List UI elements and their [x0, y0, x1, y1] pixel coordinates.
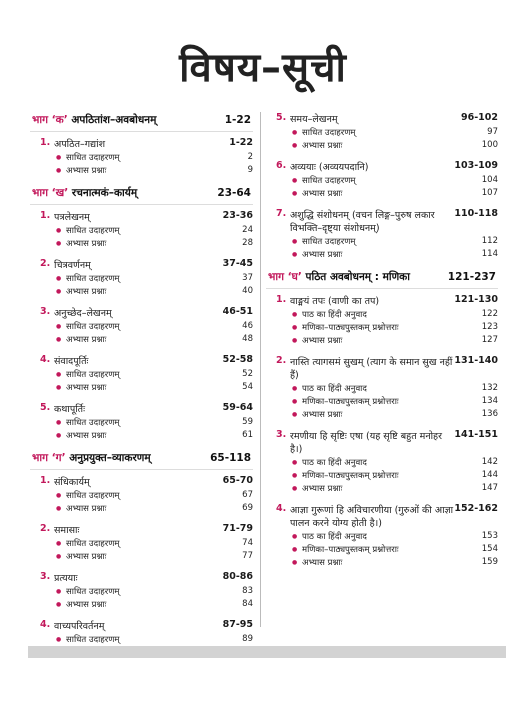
subitem-label: साधित उदाहरणम् [66, 370, 120, 380]
subitem-page: 28 [242, 238, 253, 248]
subitem-label: साधित उदाहरणम् [66, 587, 120, 597]
chapter-number: 2. [40, 523, 51, 534]
toc-subitem[interactable] [266, 126, 498, 139]
subitem-page: 83 [242, 586, 253, 596]
subitem-page: 61 [242, 430, 253, 440]
subitem-label: पाठ का हिंदी अनुवाद [302, 458, 367, 468]
subitem-page: 144 [481, 470, 498, 480]
toc-subitem[interactable] [30, 537, 253, 550]
toc-subitem[interactable] [266, 187, 498, 200]
bullet-icon: ● [56, 492, 62, 499]
subitem-page: 54 [242, 382, 253, 392]
toc-subitem[interactable] [30, 502, 253, 515]
toc-chapter-row[interactable] [266, 501, 498, 530]
part-pages: 1-22 [224, 114, 251, 126]
bullet-icon: ● [292, 411, 298, 418]
part-pages: 65-118 [210, 452, 251, 464]
bullet-icon: ● [56, 227, 62, 234]
toc-subitem[interactable] [266, 321, 498, 334]
subitem-label: अभ्यास प्रश्नाः [66, 431, 107, 441]
subitem-label: मणिका–पाठ्यपुस्तकम् प्रश्नोत्तराः [302, 545, 399, 555]
toc-subitem[interactable] [30, 320, 253, 333]
chapter-pages: 80-86 [222, 571, 253, 582]
subitem-label: अभ्यास प्रश्नाः [302, 410, 343, 420]
toc-subitem[interactable] [266, 482, 498, 495]
subitem-page: 123 [481, 322, 498, 332]
bullet-icon: ● [292, 459, 298, 466]
chapter-title: अव्ययाः (अव्ययपदानि) [290, 162, 369, 173]
subitem-page: 89 [242, 634, 253, 644]
chapter-pages: 103-109 [454, 160, 498, 171]
bullet-icon: ● [292, 177, 298, 184]
bullet-icon: ● [56, 505, 62, 512]
chapter-pages: 59-64 [222, 402, 253, 413]
toc-chapter-row[interactable] [30, 617, 253, 633]
subitem-page: 69 [242, 503, 253, 513]
subitem-page: 2 [247, 152, 253, 162]
subitem-page: 112 [481, 236, 498, 246]
chapter-title: रमणीया हि सृष्टिः एषा (यह सृष्टि बहुत मनोहर है।) [290, 431, 442, 455]
chapter-pages: 23-36 [222, 210, 253, 221]
subitem-page: 59 [242, 417, 253, 427]
toc-subitem[interactable] [266, 543, 498, 556]
bullet-icon: ● [56, 384, 62, 391]
subitem-page: 104 [481, 175, 498, 185]
part-title [32, 186, 137, 200]
chapter-pages: 121-130 [454, 294, 498, 305]
toc-subitem[interactable] [266, 556, 498, 569]
toc-subitem[interactable] [266, 248, 498, 261]
subitem-page: 134 [481, 396, 498, 406]
toc-chapter-row[interactable] [266, 292, 498, 308]
part-name: रचनात्मकं–कार्यम् [71, 187, 138, 199]
part-name: अपठितांश–अवबोधनम् [71, 114, 157, 126]
part-pages: 121-237 [447, 271, 496, 283]
toc-subitem[interactable] [266, 174, 498, 187]
subitem-page: 136 [481, 409, 498, 419]
bullet-icon: ● [292, 238, 298, 245]
toc-chapter-row[interactable] [266, 427, 498, 456]
chapter-pages: 141-151 [454, 429, 498, 440]
subitem-page: 67 [242, 490, 253, 500]
subitem-label: साधित उदाहरणम् [66, 635, 120, 645]
chapter-number: 5. [276, 112, 287, 123]
part-title [268, 270, 410, 284]
subitem-label: अभ्यास प्रश्नाः [302, 484, 343, 494]
subitem-page: 24 [242, 225, 253, 235]
subitem-page: 48 [242, 334, 253, 344]
bullet-icon: ● [56, 588, 62, 595]
toc-subitem[interactable] [266, 235, 498, 248]
subitem-label: साधित उदाहरणम् [66, 274, 120, 284]
subitem-label: साधित उदाहरणम् [66, 226, 120, 236]
subitem-label: साधित उदाहरणम् [302, 237, 356, 247]
subitem-page: 84 [242, 599, 253, 609]
chapter-title: समय–लेखनम् [290, 114, 338, 125]
toc-chapter-row[interactable] [30, 208, 253, 224]
toc-subitem[interactable] [266, 469, 498, 482]
bullet-icon: ● [56, 419, 62, 426]
bullet-icon: ● [56, 432, 62, 439]
part-pages: 23-64 [217, 187, 251, 199]
toc-chapter-row[interactable] [30, 569, 253, 585]
bullet-icon: ● [56, 154, 62, 161]
toc-subitem[interactable] [266, 139, 498, 152]
chapter-number: 6. [276, 160, 287, 171]
toc-subitem[interactable] [266, 395, 498, 408]
bullet-icon: ● [292, 190, 298, 197]
chapter-number: 5. [40, 402, 51, 413]
toc-part-heading[interactable] [30, 183, 253, 205]
chapter-number: 3. [276, 429, 287, 440]
chapter-title: नास्ति त्यागसमं सुखम् (त्याग के समान सुख नहीं हैं) [290, 357, 453, 381]
toc-chapter-row[interactable] [30, 256, 253, 272]
subitem-label: अभ्यास प्रश्नाः [302, 141, 343, 151]
subitem-label: साधित उदाहरणम् [66, 153, 120, 163]
subitem-label: मणिका–पाठ्यपुस्तकम् प्रश्नोत्तराः [302, 471, 399, 481]
toc-right-column [266, 110, 498, 575]
subitem-label: अभ्यास प्रश्नाः [302, 558, 343, 568]
toc-part-heading[interactable] [266, 267, 498, 289]
subitem-page: 122 [481, 309, 498, 319]
subitem-label: अभ्यास प्रश्नाः [66, 552, 107, 562]
subitem-label: अभ्यास प्रश्नाः [66, 287, 107, 297]
spacer [30, 659, 253, 665]
chapter-pages: 71-79 [222, 523, 253, 534]
toc-chapter-row[interactable] [30, 400, 253, 416]
bullet-icon: ● [56, 553, 62, 560]
subitem-label: साधित उदाहरणम् [302, 128, 356, 138]
subitem-page: 132 [481, 383, 498, 393]
toc-subitem[interactable] [30, 164, 253, 177]
column-divider [260, 112, 261, 627]
toc-subitem[interactable] [30, 224, 253, 237]
toc-subitem[interactable] [30, 598, 253, 611]
chapter-title: वाङ्मयं तपः (वाणी का तप) [290, 296, 380, 307]
toc-subitem[interactable] [266, 456, 498, 469]
subitem-label: अभ्यास प्रश्नाः [302, 250, 343, 260]
chapter-title: वाच्यपरिवर्तनम् [54, 621, 105, 632]
subitem-page: 114 [481, 249, 498, 259]
chapter-pages: 65-70 [222, 475, 253, 486]
bullet-icon: ● [292, 385, 298, 392]
toc-subitem[interactable] [30, 416, 253, 429]
subitem-page: 154 [481, 544, 498, 554]
chapter-number: 4. [40, 619, 51, 630]
chapter-number: 3. [40, 306, 51, 317]
subitem-page: 74 [242, 538, 253, 548]
toc-subitem[interactable] [30, 151, 253, 164]
subitem-page: 40 [242, 286, 253, 296]
subitem-page: 159 [481, 557, 498, 567]
toc-subitem[interactable] [266, 408, 498, 421]
subitem-page: 37 [242, 273, 253, 283]
bullet-icon: ● [56, 636, 62, 643]
bullet-icon: ● [56, 336, 62, 343]
toc-subitem[interactable] [30, 429, 253, 442]
bullet-icon: ● [292, 142, 298, 149]
part-title [32, 113, 156, 127]
bullet-icon: ● [56, 167, 62, 174]
chapter-pages: 1-22 [229, 137, 253, 148]
chapter-title: आज्ञा गुरूणां हि अविचारणीया (गुरुओं की आज्ञा पालन करने योग्य होती है।) [290, 505, 454, 529]
subitem-label: मणिका–पाठ्यपुस्तकम् प्रश्नोत्तराः [302, 323, 399, 333]
bullet-icon: ● [56, 240, 62, 247]
part-label: भाग ‘क’ [32, 114, 68, 126]
toc-chapter-row[interactable] [30, 352, 253, 368]
chapter-pages: 131-140 [454, 355, 498, 366]
bullet-icon: ● [292, 546, 298, 553]
toc-subitem[interactable] [30, 333, 253, 346]
toc-left-column [30, 110, 253, 665]
bullet-icon: ● [56, 601, 62, 608]
chapter-pages: 152-162 [454, 503, 498, 514]
toc-subitem[interactable] [30, 550, 253, 563]
chapter-title: संवादपूर्तिः [54, 356, 89, 367]
subitem-label: मणिका–पाठ्यपुस्तकम् प्रश्नोत्तराः [302, 397, 399, 407]
subitem-label: साधित उदाहरणम् [66, 322, 120, 332]
subitem-page: 100 [481, 140, 498, 150]
toc-subitem[interactable] [266, 530, 498, 543]
subitem-page: 142 [481, 457, 498, 467]
subitem-page: 77 [242, 551, 253, 561]
subitem-label: साधित उदाहरणम् [302, 176, 356, 186]
toc-chapter-row[interactable] [266, 206, 498, 235]
chapter-title: कथापूर्तिः [54, 404, 86, 415]
toc-chapter-row[interactable] [30, 473, 253, 489]
part-label: भाग ‘ख’ [32, 187, 69, 199]
part-label: भाग ‘ग’ [32, 452, 66, 464]
chapter-number: 2. [40, 258, 51, 269]
subitem-page: 127 [481, 335, 498, 345]
bullet-icon: ● [292, 398, 298, 405]
page-title: विषय–सूची [179, 45, 347, 91]
toc-subitem[interactable] [30, 285, 253, 298]
chapter-number: 2. [276, 355, 287, 366]
subitem-page: 147 [481, 483, 498, 493]
chapter-title: अपठित–गद्यांश [54, 139, 106, 150]
chapter-title: अनुच्छेद–लेखनम् [54, 308, 112, 319]
spacer [266, 569, 498, 575]
subitem-label: अभ्यास प्रश्नाः [66, 600, 107, 610]
subitem-page: 52 [242, 369, 253, 379]
subitem-label: पाठ का हिंदी अनुवाद [302, 384, 367, 394]
chapter-title: पत्रलेखनम् [54, 212, 90, 223]
toc-subitem[interactable] [30, 489, 253, 502]
toc-subitem[interactable] [30, 633, 253, 646]
chapter-title: अशुद्धि संशोधनम् (वचन लिङ्ग–पुरुष लकार विभक्ति–दृष्ट्या संशोधनम्) [290, 210, 435, 234]
chapter-number: 7. [276, 208, 287, 219]
chapter-title: संधिकार्यम् [54, 477, 90, 488]
chapter-pages: 52-58 [222, 354, 253, 365]
toc-subitem[interactable] [30, 381, 253, 394]
footer-bar [28, 646, 506, 658]
toc-chapter-row[interactable] [30, 304, 253, 320]
chapter-number: 4. [276, 503, 287, 514]
chapter-number: 1. [40, 475, 51, 486]
subitem-label: अभ्यास प्रश्नाः [302, 189, 343, 199]
subitem-label: पाठ का हिंदी अनुवाद [302, 310, 367, 320]
toc-part-heading[interactable] [30, 448, 253, 470]
chapter-number: 1. [276, 294, 287, 305]
bullet-icon: ● [292, 311, 298, 318]
subitem-label: साधित उदाहरणम् [66, 539, 120, 549]
bullet-icon: ● [56, 540, 62, 547]
part-title [32, 451, 151, 465]
subitem-label: अभ्यास प्रश्नाः [66, 383, 107, 393]
chapter-pages: 110-118 [454, 208, 498, 219]
bullet-icon: ● [292, 337, 298, 344]
bullet-icon: ● [56, 371, 62, 378]
toc-chapter-row[interactable] [266, 353, 498, 382]
subitem-label: साधित उदाहरणम् [66, 418, 120, 428]
chapter-pages: 46-51 [222, 306, 253, 317]
bullet-icon: ● [292, 129, 298, 136]
toc-subitem[interactable] [30, 272, 253, 285]
toc-chapter-row[interactable] [266, 110, 498, 126]
subitem-label: अभ्यास प्रश्नाः [302, 336, 343, 346]
subitem-label: अभ्यास प्रश्नाः [66, 166, 107, 176]
bullet-icon: ● [292, 559, 298, 566]
chapter-pages: 87-95 [222, 619, 253, 630]
toc-chapter-row[interactable] [30, 135, 253, 151]
subitem-page: 107 [481, 188, 498, 198]
bullet-icon: ● [56, 275, 62, 282]
toc-chapter-row[interactable] [266, 158, 498, 174]
subitem-page: 9 [247, 165, 253, 175]
toc-part-heading[interactable] [30, 110, 253, 132]
chapter-pages: 37-45 [222, 258, 253, 269]
subitem-label: अभ्यास प्रश्नाः [66, 335, 107, 345]
bullet-icon: ● [292, 485, 298, 492]
bullet-icon: ● [56, 323, 62, 330]
subitem-label: अभ्यास प्रश्नाः [66, 504, 107, 514]
subitem-page: 153 [481, 531, 498, 541]
bullet-icon: ● [292, 251, 298, 258]
toc-chapter-row[interactable] [30, 521, 253, 537]
toc-subitem[interactable] [30, 585, 253, 598]
subitem-page: 46 [242, 321, 253, 331]
subitem-label: अभ्यास प्रश्नाः [66, 239, 107, 249]
chapter-number: 1. [40, 210, 51, 221]
bullet-icon: ● [292, 533, 298, 540]
toc-subitem[interactable] [266, 334, 498, 347]
part-name: पठित अवबोधनम् : मणिका [305, 271, 410, 283]
part-name: अनुप्रयुक्त–व्याकरणम् [69, 452, 151, 464]
toc-subitem[interactable] [266, 382, 498, 395]
chapter-number: 3. [40, 571, 51, 582]
chapter-title: चित्रवर्णनम् [54, 260, 91, 271]
chapter-number: 1. [40, 137, 51, 148]
chapter-pages: 96-102 [461, 112, 498, 123]
chapter-title: समासाः [54, 525, 80, 536]
subitem-label: पाठ का हिंदी अनुवाद [302, 532, 367, 542]
chapter-title: प्रत्ययाः [54, 573, 78, 584]
bullet-icon: ● [292, 324, 298, 331]
bullet-icon: ● [56, 288, 62, 295]
part-label: भाग ‘घ’ [268, 271, 302, 283]
subitem-label: साधित उदाहरणम् [66, 491, 120, 501]
bullet-icon: ● [292, 472, 298, 479]
subitem-page: 97 [487, 127, 498, 137]
chapter-number: 4. [40, 354, 51, 365]
toc-subitem[interactable] [266, 308, 498, 321]
toc-subitem[interactable] [30, 237, 253, 250]
toc-subitem[interactable] [30, 368, 253, 381]
